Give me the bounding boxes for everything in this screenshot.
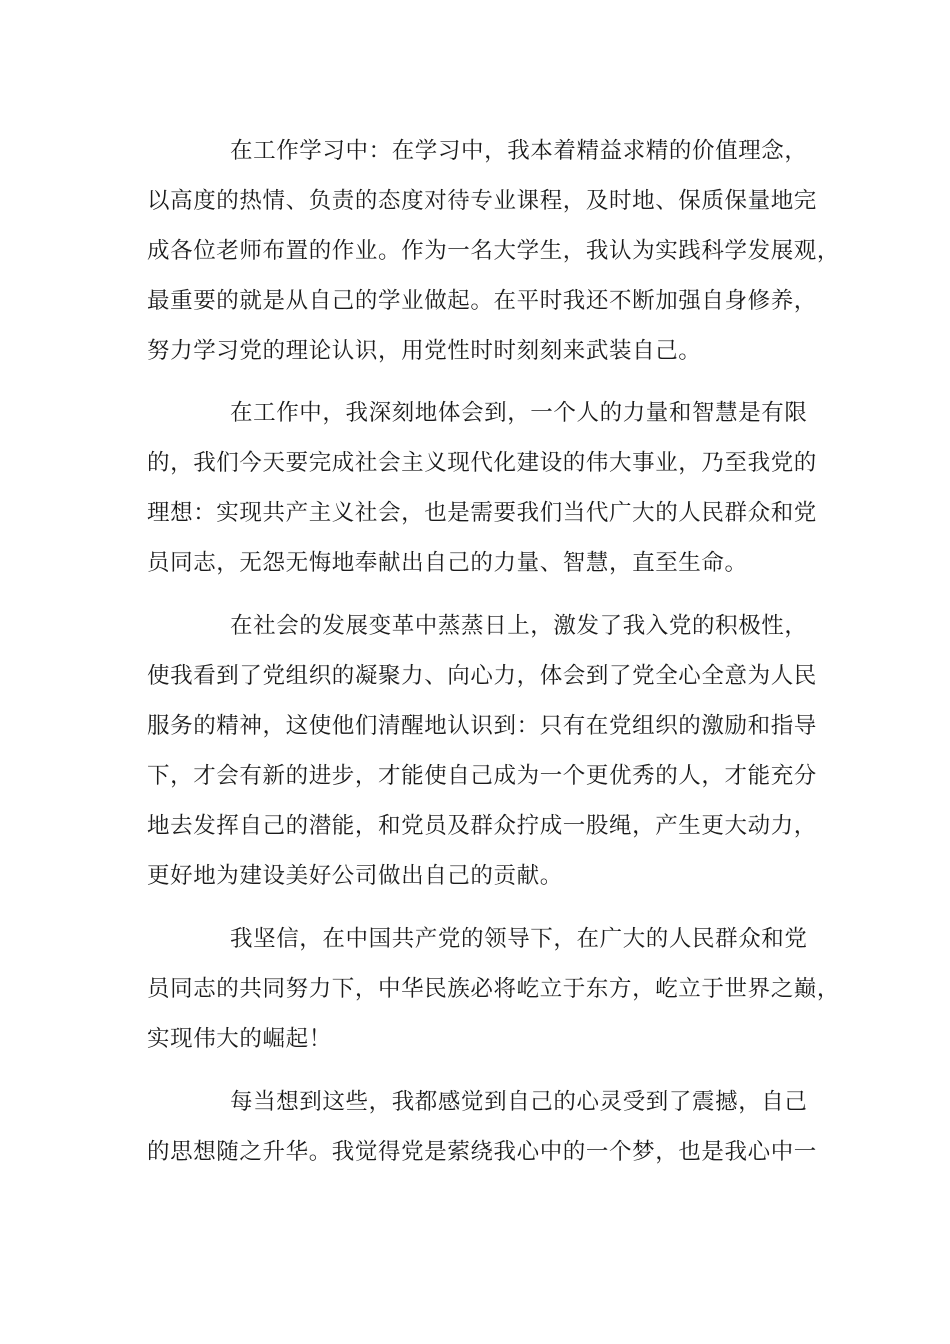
- paragraph-line: 努力学习党的理论认识，用党性时时刻刻来武装自己。: [147, 338, 702, 364]
- paragraph-line: 成各位老师布置的作业。作为一名大学生，我认为实践科学发展观，: [147, 238, 841, 264]
- paragraph-line: 每当想到这些，我都感觉到自己的心灵受到了震撼，自己: [230, 1089, 808, 1115]
- paragraph-line: 我坚信，在中国共产党的领导下，在广大的人民群众和党: [230, 926, 808, 952]
- paragraph-line: 在工作中，我深刻地体会到，一个人的力量和智慧是有限: [230, 400, 808, 426]
- paragraph-line: 最重要的就是从自己的学业做起。在平时我还不断加强自身修养，: [147, 288, 817, 314]
- paragraph-line: 员同志，无怨无悔地奉献出自己的力量、智慧，直至生命。: [147, 550, 748, 576]
- paragraph-line: 地去发挥自己的潜能，和党员及群众拧成一股绳，产生更大动力，: [147, 813, 817, 839]
- paragraph-line: 下，才会有新的进步，才能使自己成为一个更优秀的人，才能充分: [147, 763, 817, 789]
- paragraph-line: 的，我们今天要完成社会主义现代化建设的伟大事业，乃至我党的: [147, 450, 817, 476]
- paragraph-line: 的思想随之升华。我觉得党是萦绕我心中的一个梦，也是我心中一: [147, 1139, 817, 1165]
- paragraph-line: 实现伟大的崛起！: [147, 1026, 332, 1052]
- paragraph-line: 以高度的热情、负责的态度对待专业课程，及时地、保质保量地完: [147, 188, 817, 214]
- paragraph-line: 服务的精神，这使他们清醒地认识到：只有在党组织的激励和指导: [147, 713, 817, 739]
- paragraph-line: 在工作学习中：在学习中，我本着精益求精的价值理念，: [230, 138, 808, 164]
- paragraph-line: 更好地为建设美好公司做出自己的贡献。: [147, 863, 563, 889]
- paragraph-line: 使我看到了党组织的凝聚力、向心力，体会到了党全心全意为人民: [147, 663, 817, 689]
- paragraph-line: 在社会的发展变革中蒸蒸日上，激发了我入党的积极性，: [230, 613, 808, 639]
- paragraph-line: 员同志的共同努力下，中华民族必将屹立于东方，屹立于世界之巅，: [147, 976, 841, 1002]
- paragraph-line: 理想：实现共产主义社会，也是需要我们当代广大的人民群众和党: [147, 500, 817, 526]
